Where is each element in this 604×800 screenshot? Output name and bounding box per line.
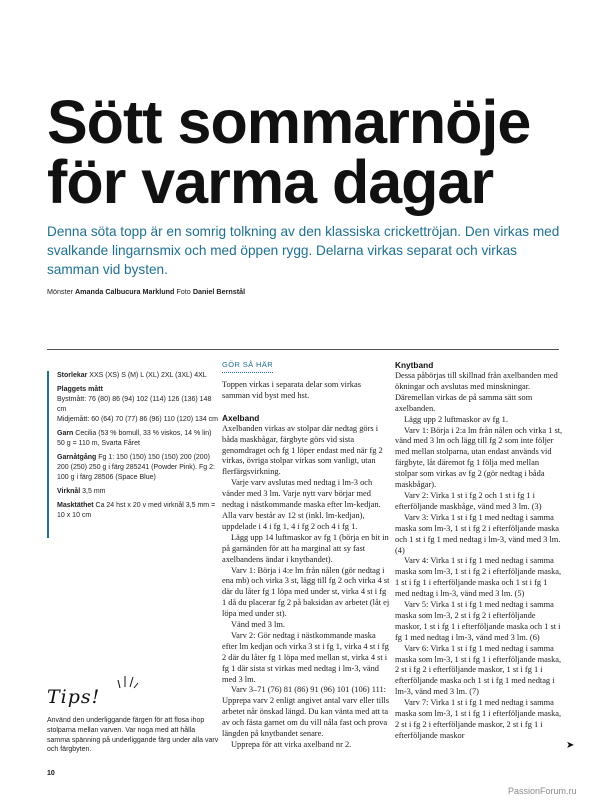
fact-label: Virknål: [57, 488, 81, 495]
watermark: PassionForum.ru: [508, 786, 577, 796]
title-line-1: Sött sommarnöje: [47, 88, 531, 156]
section-heading-axelband: Axelband: [222, 412, 260, 423]
continue-arrow-icon: ➤: [566, 740, 575, 751]
page-number: 10: [47, 770, 55, 777]
fact-value: Ca 24 hst x 20 v med virknål 3,5 mm = 10 x 10 cm: [57, 502, 216, 519]
fact-value: 3,5 mm: [80, 488, 106, 495]
designer-name: Amanda Calbucura Marklund: [74, 287, 175, 296]
credit-prefix: Mönster: [47, 287, 75, 296]
facts-accent-bar: [47, 371, 49, 538]
fact-item: [57, 429, 219, 449]
body-paragraph: Varv 3–71 (76) 81 (86) 91 (96) 101 (106) 111: Upprepa varv 2 enligt angivet antal varv eller tills arbetet når önskad längd. Du kan vänta med att ta av och fästa garnet om du vill nåla fast och prova längden på knytbandet senare.: [222, 685, 389, 739]
fact-value: XXS (XS) S (M) L (XL) 2XL (3XL) 4XL: [87, 372, 207, 379]
fact-label: Storlekar: [57, 372, 88, 379]
body-paragraph: Varv 5: Virka 1 st i fg 1 med nedtag i samma maska som lm-3, 2 st i fg 2 i efterföljande maskor, 1 st i fg 1 i efterföljande maska och 1 st i fg 1 med nedtag i lm-3, vänd med 3 lm. (6): [395, 600, 561, 642]
instructions-column-1: [222, 360, 390, 751]
divider-rule: [47, 349, 559, 350]
fact-label: Garnåtgång: [57, 454, 97, 461]
knytband-paragraphs: [395, 371, 563, 742]
facts-list: [47, 371, 219, 521]
credit-mid: Foto: [174, 287, 193, 296]
body-paragraph: Vänd med 3 lm.: [231, 620, 285, 630]
fact-item: [57, 371, 219, 381]
body-paragraph: Varv 1: Börja i 4:e lm från nålen (gör nedtag i ena mb) och virka 3 st, lägg till fg 2 och virka 4 st där du låter fg 1 löpa med under st, virka 4 st i fg 1 då du placerar fg 2 på baksidan av arbetet (låt ej löpa med under st).: [222, 565, 390, 619]
body-paragraph: Varv 2: Gör nedtag i nästkommande maska efter lm kedjan och virka 3 st i fg 1, virka 4 st i fg 2 där du låter fg 1 löpa med mellan st, virka 4 st i fg 1 där sista st virkas med nedtag i lm-3, vänd med 3 lm.: [222, 630, 389, 684]
body-paragraph: Varv 3: Virka 1 st i fg 1 med nedtag i samma maska som lm-3, 1 st i fg 2 i efterföljande maska och 1 st i fg 1 med nedtag i lm-3, vänd med 3 lm. (4): [395, 512, 561, 555]
sparkle-icon: [117, 674, 139, 690]
title-line-2: för varma dagar: [47, 148, 494, 216]
body-paragraph: Varv 7: Virka 1 st i fg 1 med nedtag i samma maska som lm-3, 1 st i fg 1 i efterföljande maska, 2 st i fg 2 i efterföljande maskor, 2 st i fg 1 i efterföljande maskor: [395, 698, 562, 740]
body-paragraph: Axelbanden virkas av stolpar där nedtag görs i båda maskbågar, färgbyte görs vid sista genomdraget och fg 1 löper endast med när fg 2 virkas, övriga stolpar virkas som vanligt, utan flerfärgsvirkning.: [222, 423, 383, 477]
body-paragraph: Lägg upp 2 luftmaskor av fg 1.: [404, 414, 508, 424]
body-paragraph: Varje varv avslutas med nedtag i lm-3 och vänder med 3 lm. Varje nytt varv börjar med nedtag i nästkommande maska efter lm-kedjan. Alla varv består av 12 st (inkl. lm-kedjan), uppdelade i 4 i fg 1, 4 i fg 2 och 4 i fg 1.: [222, 478, 381, 531]
facts-box: [47, 371, 219, 525]
fact-label: Garn: [57, 430, 74, 437]
instructions-column-2: [395, 360, 563, 742]
fact-item: [57, 501, 219, 521]
tips-text: Använd den underliggande färgen för att flosa ihop stolparna mellan varven. Var noga med att hålla samma spänning på underliggande färg under alla varv och färgbyten.: [47, 717, 219, 754]
fact-value: Midjemått: 60 (64) 70 (77) 86 (96) 110 (120) 134 cm: [57, 416, 218, 423]
intro-paragraph: Toppen virkas i separata delar som virkas samman vid byst med hst.: [222, 379, 361, 400]
body-paragraph: Varv 2: Virka 1 st i fg 2 och 1 st i fg 1 i efterföljande maskbåge, vänd med 3 lm. (3): [395, 490, 542, 511]
section-label: GÖR SÅ HÄR: [222, 360, 273, 373]
article-title: [47, 88, 587, 216]
body-paragraph: Varv 6: Virka 1 st i fg 1 med nedtag i samma maska som lm-3, 1 st i fg 1 i efterföljande maska, 2 st i fg 2 i efterföljande maskor, 1 st i fg 1 i efterföljande maska och 1 st i fg 1 med nedtag i lm-3, vänd med 3 lm. (7): [395, 643, 562, 697]
fact-item: [57, 487, 219, 497]
axelband-paragraphs: [222, 424, 390, 751]
fact-label: Plaggets mått: [57, 386, 103, 393]
fact-item: [57, 385, 219, 425]
fact-item: [57, 453, 219, 483]
fact-value: Fg 1: 150 (150) 150 (150) 200 (200) 200 (250) 250 g i färg 285241 (Powder Pink). Fg 2: 100 g i färg 28506 (Space Blue): [57, 454, 215, 481]
tips-heading: Tips!: [47, 686, 101, 708]
body-paragraph: Lägg upp 14 luftmaskor av fg 1 (börja en bit in på garnänden för att ha marginal att sy fast axelbandens ändar i knytbandet).: [222, 532, 389, 564]
body-paragraph: Varv 4: Virka 1 st i fg 1 med nedtag i samma maska som lm-3, 1 st i fg 2 i efterföljande maska, 1 st i fg 1 i efterföljande maska och 1 st i fg 1 med nedtag i lm-3, vänd med 3 lm. (5): [395, 556, 562, 599]
lead-paragraph: Denna söta topp är en somrig tolkning av den klassiska crickettröjan. Den virkas med svalkande lingarnsmix och med öppen rygg. Delarna virkas separat och virkas samman vid bysten.: [47, 224, 560, 277]
fact-label: Masktäthet: [57, 502, 94, 509]
credit-line: [47, 287, 245, 296]
fact-value: Bystmått: 76 (80) 86 (94) 102 (114) 126 (136) 148 cm: [57, 396, 212, 413]
body-paragraph: Upprepa för att virka axelband nr 2.: [231, 740, 352, 749]
section-heading-knytband: Knytband: [395, 360, 434, 370]
photographer-name: Daniel Bernstål: [192, 287, 246, 296]
body-paragraph: Dessa påbörjas till skillnad från axelbanden med ökningar och avslutas med minskningar. Däremellan virkas de på samma sätt som axelbanden.: [395, 371, 558, 413]
fact-value: Cecilia (53 % bomull, 33 % viskos, 14 % lin) 50 g = 110 m, Svarta Fåret: [57, 430, 212, 447]
body-paragraph: Varv 1: Börja i 2:a lm från nålen och virka 1 st, vänd med 3 lm och lägg till fg 2 som inte följer med mellan stolparna, utan endast används vid färgbyte, låt däremot fg 1 följa med mellan stolpar som virkas av fg 2 (gör nedtag i båda maskbågar).: [395, 425, 563, 490]
